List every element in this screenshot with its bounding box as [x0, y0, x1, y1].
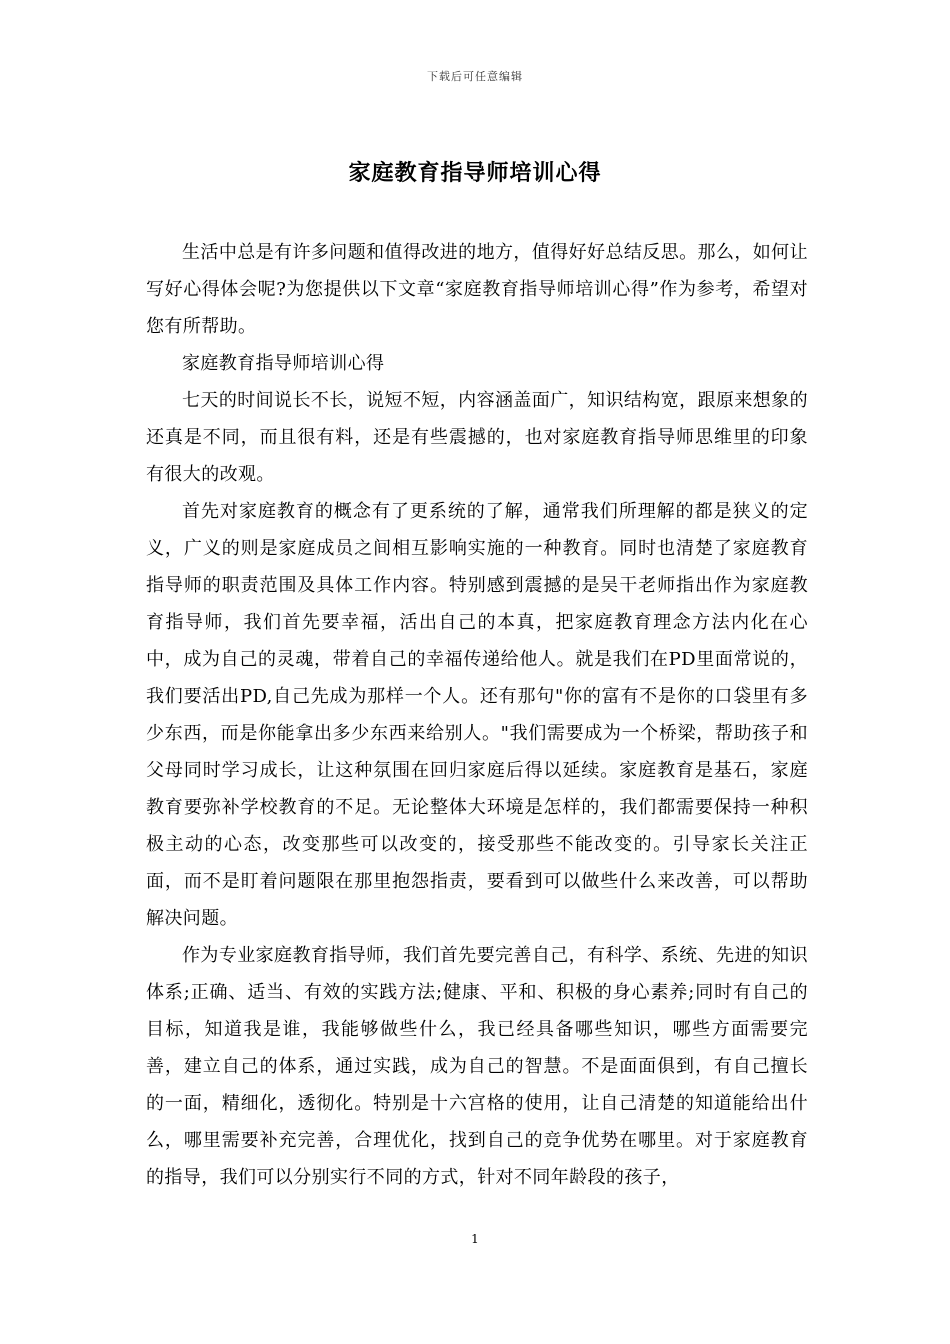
- header-note: 下载后可任意编辑: [427, 70, 523, 83]
- document-title: 家庭教育指导师培训心得: [348, 160, 602, 186]
- paragraph-intro: 生活中总是有许多问题和值得改进的地方，值得好好总结反思。那么，如何让写好心得体会呢?为您提供以下文章“家庭教育指导师培训心得”作为参考，希望对您有所帮助。: [146, 242, 808, 337]
- paragraph-1: 七天的时间说长不长，说短不短，内容涵盖面广，知识结构宽，跟原来想象的还真是不同，而且很有料，还是有些震撼的，也对家庭教育指导师思维里的印象有很大的改观。: [146, 390, 808, 485]
- paragraph-subtitle: 家庭教育指导师培训心得: [182, 353, 385, 374]
- paragraph-3: 作为专业家庭教育指导师，我们首先要完善自己，有科学、系统、先进的知识体系;正确、适当、有效的实践方法;健康、平和、积极的身心素养;同时有自己的目标，知道我是谁，我能够做些什么，我已经具备哪些知识，哪些方面需要完善，建立自己的体系，通过实践，成为自己的智慧。不是面面俱到，有自己擅长的一面，精细化，透彻化。特别是十六宫格的使用，让自己清楚的知道能给出什么，哪里需要补充完善，合理优化，找到自己的竞争优势在哪里。对于家庭教育的指导，我们可以分别实行不同的方式，针对不同年龄段的孩子，: [146, 945, 808, 1188]
- page-number: 1: [471, 1232, 479, 1246]
- paragraph-2: 首先对家庭教育的概念有了更系统的了解，通常我们所理解的都是狭义的定义，广义的则是家庭成员之间相互影响实施的一种教育。同时也清楚了家庭教育指导师的职责范围及具体工作内容。特别感到震撼的是吴干老师指出作为家庭教育指导师，我们首先要幸福，活出自己的本真，把家庭教育理念方法内化在心中，成为自己的灵魂，带着自己的幸福传递给他人。就是我们在PD里面常说的，我们要活出PD,自己先成为那样一个人。还有那句"你的富有不是你的口袋里有多少东西，而是你能拿出多少东西来给别人。"我们需要成为一个桥梁，帮助孩子和父母同时学习成长，让这种氛围在回归家庭后得以延续。家庭教育是基石，家庭教育要弥补学校教育的不足。无论整体大环境是怎样的，我们都需要保持一种积极主动的心态，改变那些可以改变的，接受那些不能改变的。引导家长关注正面，而不是盯着问题限在那里抱怨指责，要看到可以做些什么来改善，可以帮助解决问题。: [146, 501, 808, 929]
- document-body: [146, 234, 808, 1196]
